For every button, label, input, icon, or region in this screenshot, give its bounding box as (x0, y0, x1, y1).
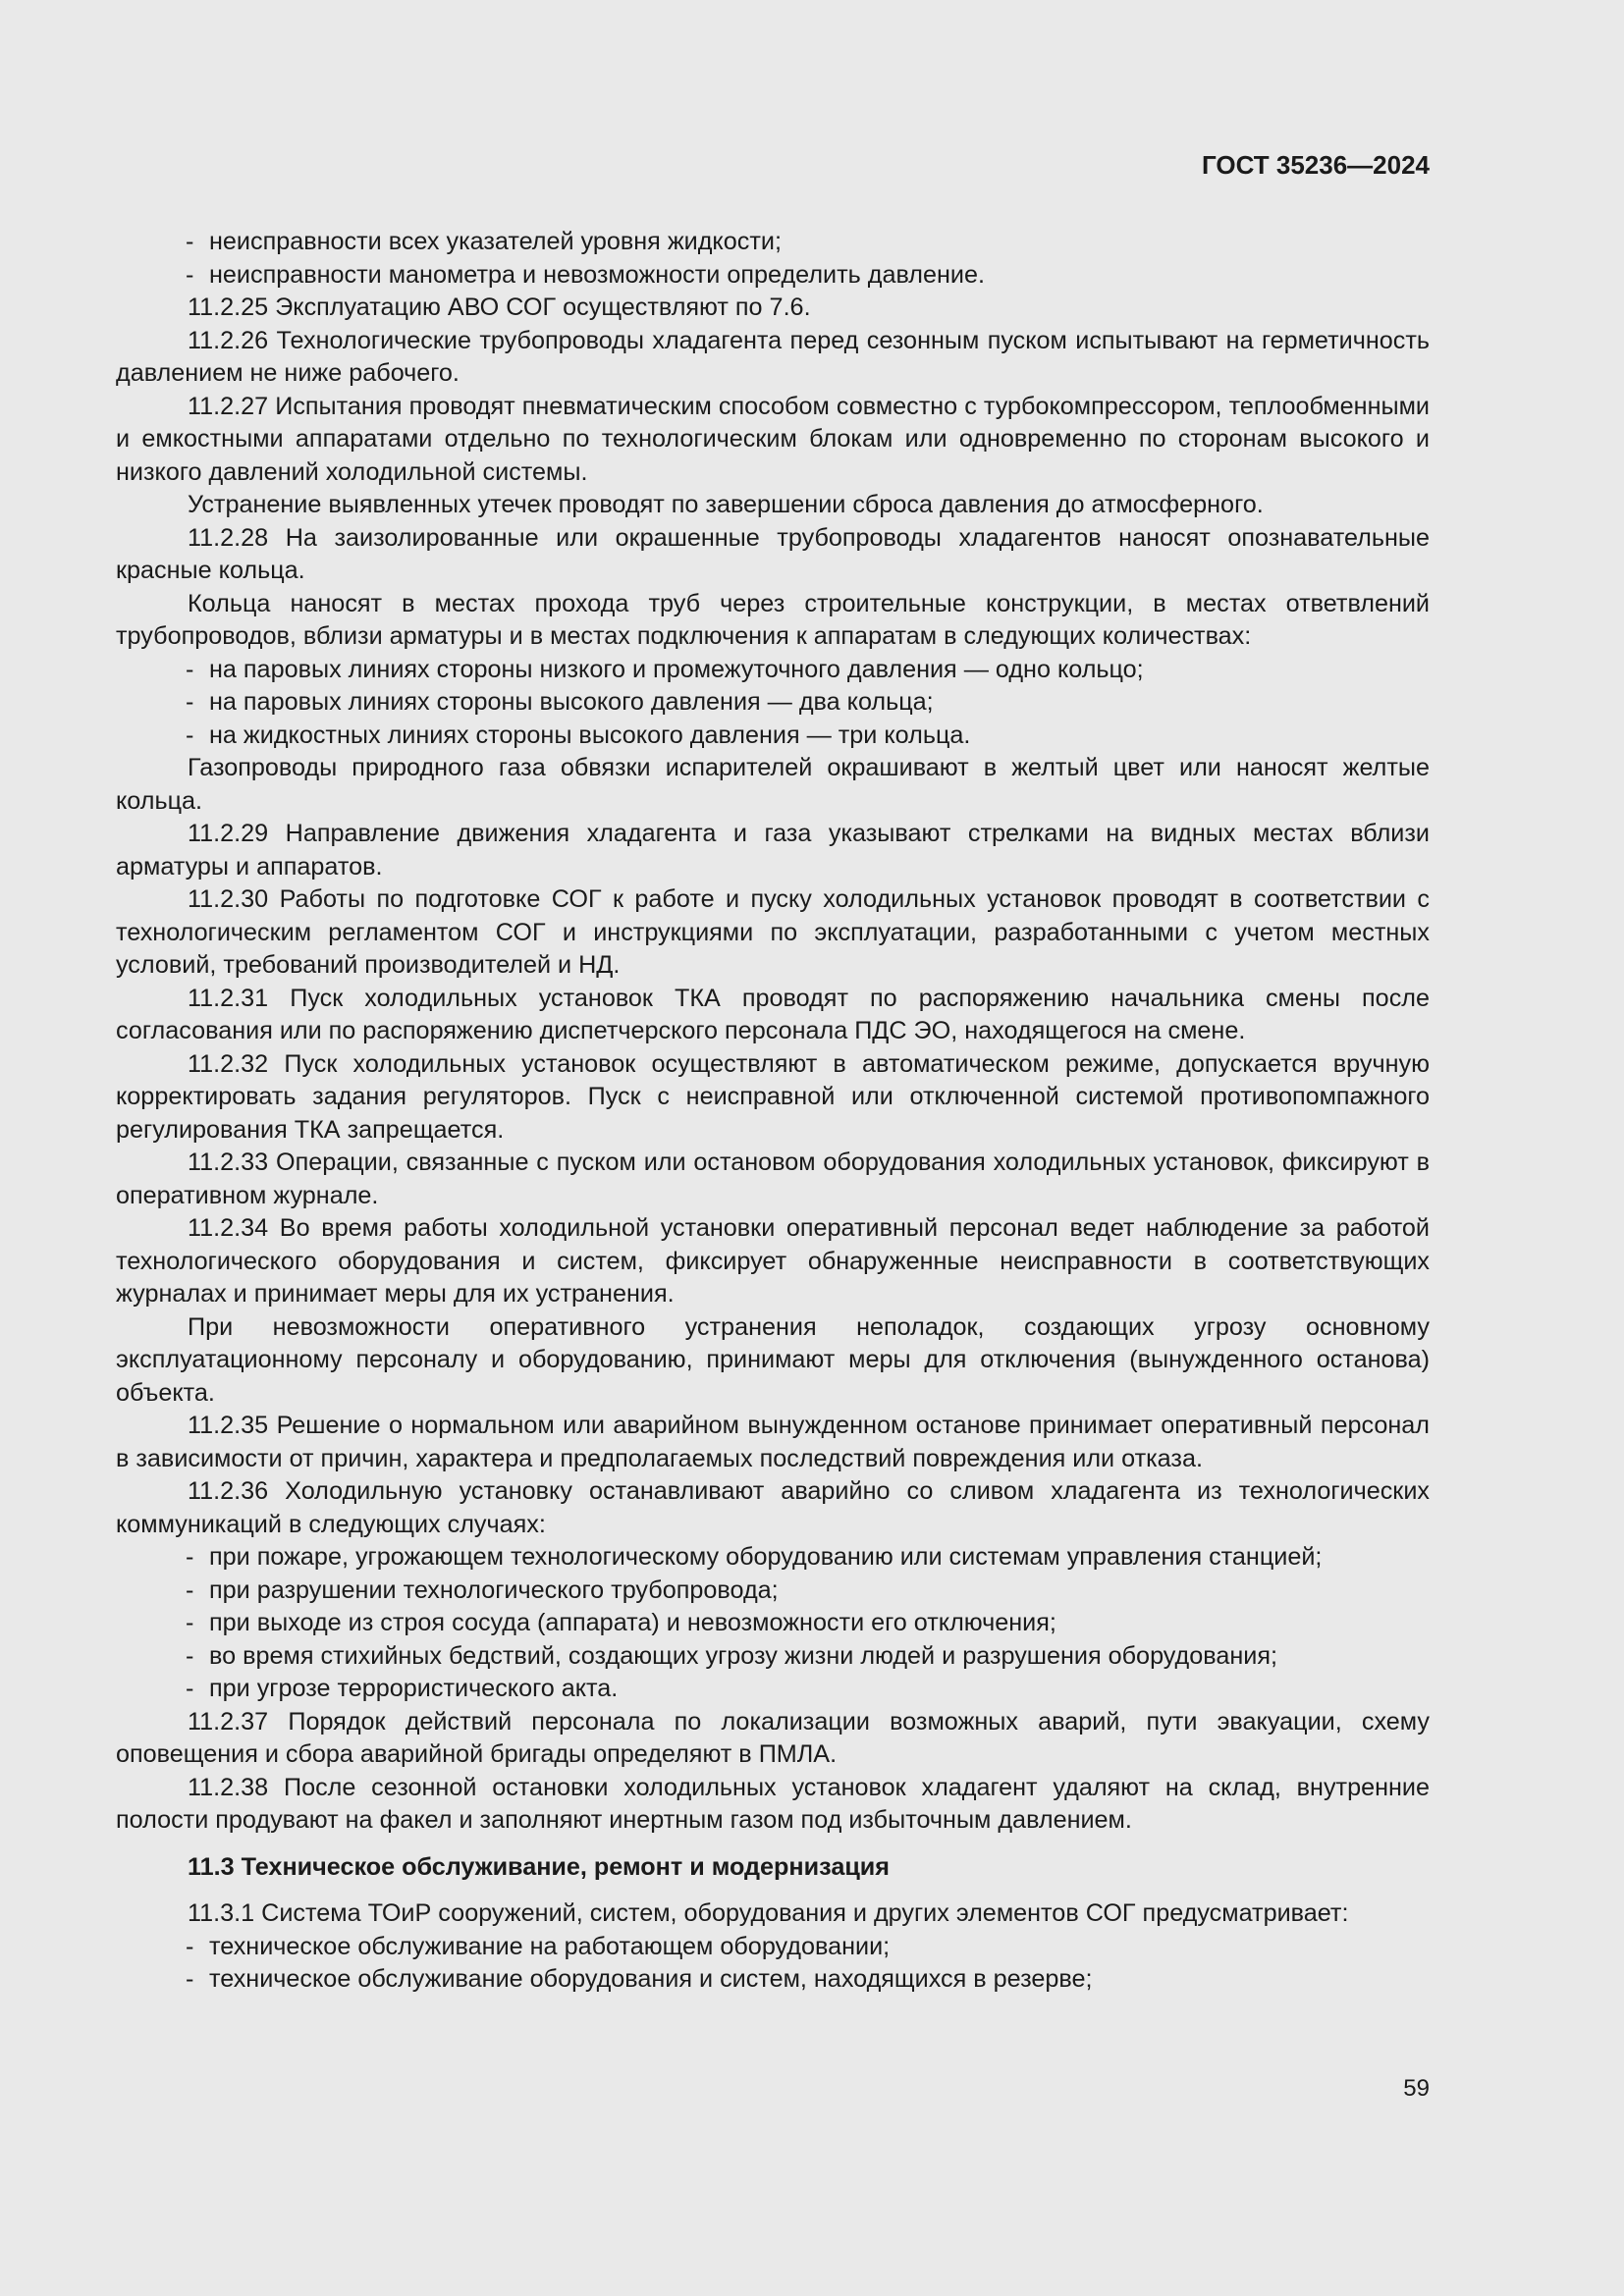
clause-11-2-27: 11.2.27 Испытания проводят пневматическим способом совместно с турбокомпрессором, теплообменными и емкостными аппаратами отдельно по технологическим блокам или одновременно по сторонам высокого и низкого давлений холодильной системы. (116, 392, 1430, 486)
clause-11-3-1: 11.3.1 Система ТОиР сооружений, систем, оборудования и других элементов СОГ предусматривает: (188, 1899, 1349, 1927)
list-item: - при пожаре, угрожающем технологическому оборудованию или системам управления станцией; (116, 1541, 1430, 1575)
list-item: - техническое обслуживание на работающем оборудовании; (116, 1931, 1430, 1964)
clause-11-2-37: 11.2.37 Порядок действий персонала по локализации возможных аварий, пути эвакуации, схему оповещения и сбора аварийной бригады определяют в ПМЛА. (116, 1707, 1430, 1768)
clause-11-2-26: 11.2.26 Технологические трубопроводы хладагента перед сезонным пуском испытывают на герметичность давлением не ниже рабочего. (116, 326, 1430, 387)
list-item: - неисправности всех указателей уровня жидкости; (116, 226, 1430, 259)
paragraph-rings: Кольца наносят в местах прохода труб через строительные конструкции, в местах ответвлений трубопроводов, вблизи арматуры и в местах подключения к аппаратам в следующих количествах: (116, 589, 1430, 650)
document-header: ГОСТ 35236—2024 (1202, 150, 1430, 180)
clause-11-2-28: 11.2.28 На заизолированные или окрашенные трубопроводы хладагентов наносят опознавательные красные кольца. (116, 523, 1430, 584)
clause-11-2-35: 11.2.35 Решение о нормальном или аварийном вынужденном останове принимает оперативный персонал в зависимости от причин, характера и предполагаемых последствий повреждения или отказа. (116, 1412, 1430, 1472)
clause-11-2-33: 11.2.33 Операции, связанные с пуском или остановом оборудования холодильных установок, фиксируют в оперативном журнале. (116, 1148, 1430, 1209)
list-item: - неисправности манометра и невозможности определить давление. (116, 259, 1430, 293)
list-item: - во время стихийных бедствий, создающих угрозу жизни людей и разрушения оборудования; (116, 1640, 1430, 1674)
paragraph-leaks: Устранение выявленных утечек проводят по завершении сброса давления до атмосферного. (188, 491, 1264, 518)
list-item: - на жидкостных линиях стороны высокого давления — три кольца. (116, 720, 1430, 753)
clause-11-2-32: 11.2.32 Пуск холодильных установок осуществляют в автоматическом режиме, допускается вручную корректировать задания регуляторов. Пуск с неисправной или отключенной системой противопомпажного регулирования ТКА запрещается. (116, 1049, 1430, 1144)
list-item: - при выходе из строя сосуда (аппарата) и невозможности его отключения; (116, 1607, 1430, 1640)
clause-11-2-36: 11.2.36 Холодильную установку останавливают аварийно со сливом хладагента из технологических коммуникаций в следующих случаях: (116, 1477, 1430, 1538)
clause-11-2-25: 11.2.25 Эксплуатацию АВО СОГ осуществляют по 7.6. (188, 294, 811, 321)
page-number: 59 (1403, 2075, 1430, 2102)
list-item: - на паровых линиях стороны низкого и промежуточного давления — одно кольцо; (116, 654, 1430, 687)
list-item: - при разрушении технологического трубопровода; (116, 1575, 1430, 1608)
list-item: - техническое обслуживание оборудования и систем, находящихся в резерве; (116, 1963, 1430, 1997)
list-item: - при угрозе террористического акта. (116, 1673, 1430, 1706)
clause-11-2-38: 11.2.38 После сезонной остановки холодильных установок хладагент удаляют на склад, внутренние полости продувают на факел и заполняют инертным газом под избыточным давлением. (116, 1773, 1430, 1834)
clause-11-2-30: 11.2.30 Работы по подготовке СОГ к работе и пуску холодильных установок проводят в соответствии с технологическим регламентом СОГ и инструкциями по эксплуатации, разработанными с учетом местных условий, требований производителей и НД. (116, 885, 1430, 979)
list-item: - на паровых линиях стороны высокого давления — два кольца; (116, 686, 1430, 720)
clause-11-2-34: 11.2.34 Во время работы холодильной установки оперативный персонал ведет наблюдение за работой технологического оборудования и систем, фиксирует обнаруженные неисправности в соответствующих журналах и принимает меры для их устранения. (116, 1214, 1430, 1308)
clause-11-2-31: 11.2.31 Пуск холодильных установок ТКА проводят по распоряжению начальника смены после согласования или по распоряжению диспетчерского персонала ПДС ЭО, находящегося на смене. (116, 984, 1430, 1044)
section-heading-11-3: 11.3 Техническое обслуживание, ремонт и модернизация (188, 1852, 890, 1881)
clause-11-2-29: 11.2.29 Направление движения хладагента и газа указывают стрелками на видных местах вблизи арматуры и аппаратов. (116, 820, 1430, 881)
document-body (116, 226, 1430, 1997)
paragraph-gas: Газопроводы природного газа обвязки испарителей окрашивают в желтый цвет или наносят желтые кольца. (116, 754, 1430, 815)
paragraph-impossible: При невозможности оперативного устранения неполадок, создающих угрозу основному эксплуатационному персоналу и оборудованию, принимают меры для отключения (вынужденного останова) объекта. (116, 1312, 1430, 1407)
